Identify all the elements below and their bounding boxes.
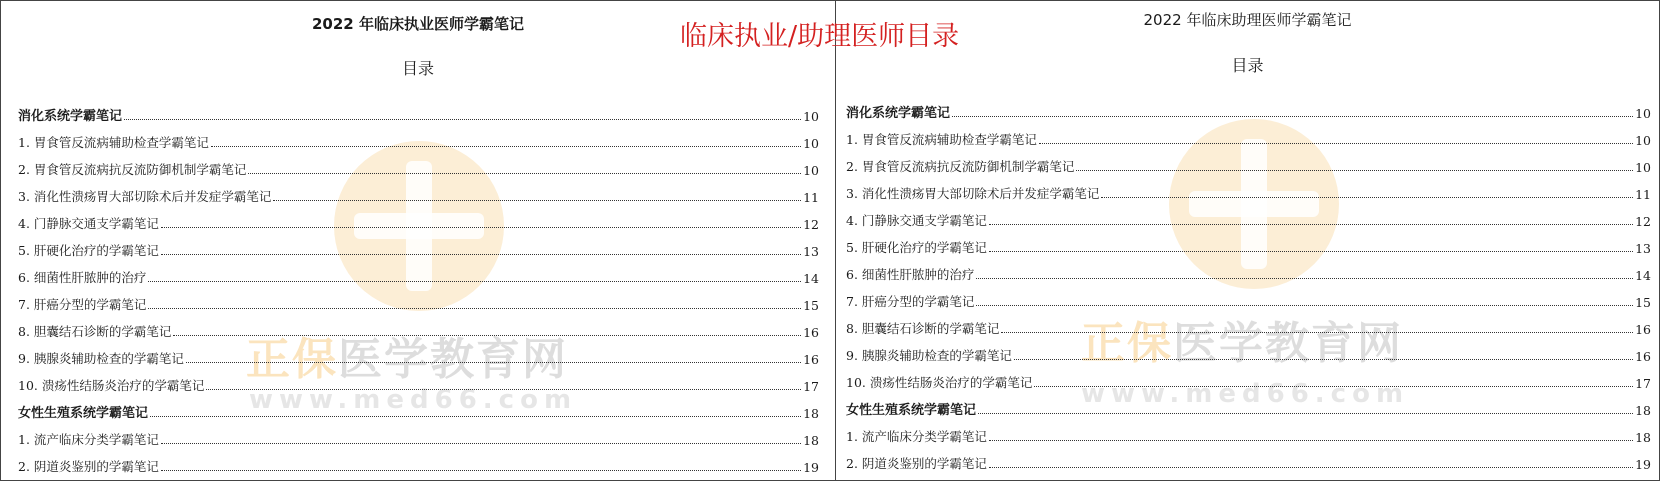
toc-entry-label: 6. 细菌性肝脓肿的治疗 — [846, 267, 975, 282]
toc-entry-label: 女性生殖系统学霸笔记 — [846, 403, 977, 418]
toc-leader-dots — [978, 413, 1633, 414]
toc-entry[interactable] — [846, 148, 1651, 175]
toc-entry[interactable] — [846, 364, 1651, 391]
toc-page-number: 10 — [1635, 133, 1651, 148]
toc-entry-label: 8. 胆囊结石诊断的学霸笔记 — [18, 324, 172, 339]
toc-page-number: 10 — [1635, 160, 1651, 175]
toc-entry-label: 2. 胃食管反流病抗反流防御机制学霸笔记 — [846, 159, 1075, 174]
toc-entry[interactable] — [18, 448, 819, 475]
toc-leader-dots — [148, 308, 801, 309]
toc-page-number: 13 — [803, 244, 819, 259]
toc-entry[interactable] — [846, 121, 1651, 148]
toc-entry[interactable] — [18, 340, 819, 367]
toc-page-number: 12 — [1635, 214, 1651, 229]
toc-page-number: 10 — [1635, 106, 1651, 121]
toc-leader-dots — [161, 227, 801, 228]
toc-entry-label: 女性生殖系统学霸笔记 — [18, 406, 149, 421]
toc-entry-label: 9. 胰腺炎辅助检查的学霸笔记 — [18, 351, 184, 366]
toc-entry-label: 1. 流产临床分类学霸笔记 — [846, 429, 987, 444]
toc-section-entry[interactable] — [846, 391, 1651, 418]
toc-section-entry[interactable] — [846, 94, 1651, 121]
toc-page-number: 16 — [803, 325, 819, 340]
toc-leader-dots — [952, 116, 1633, 117]
toc-page-number: 19 — [803, 460, 819, 475]
toc-page-number: 16 — [1635, 349, 1651, 364]
toc-entry-label: 7. 肝癌分型的学霸笔记 — [18, 297, 147, 312]
toc-entry-label: 7. 肝癌分型的学霸笔记 — [846, 294, 975, 309]
toc-entry-label: 消化系统学霸笔记 — [18, 109, 123, 124]
toc-entry[interactable] — [18, 259, 819, 286]
toc-page-number: 10 — [803, 163, 819, 178]
toc-leader-dots — [1101, 197, 1633, 198]
toc-entry[interactable] — [846, 445, 1651, 472]
toc-page-number: 10 — [803, 136, 819, 151]
watermark-url: www.med66.com — [1081, 379, 1410, 409]
toc-leader-dots — [173, 335, 801, 336]
toc-entry-label: 消化系统学霸笔记 — [846, 106, 951, 121]
toc-entry[interactable] — [846, 283, 1651, 310]
toc-entry-label: 4. 门静脉交通支学霸笔记 — [846, 213, 987, 228]
right-table-of-contents — [846, 94, 1651, 472]
toc-entry-label: 5. 肝硬化治疗的学霸笔记 — [18, 243, 159, 258]
toc-page-number: 18 — [1635, 403, 1651, 418]
toc-page-number: 15 — [803, 298, 819, 313]
toc-leader-dots — [989, 224, 1633, 225]
right-document-page — [835, 0, 1660, 481]
toc-entry-label: 1. 胃食管反流病辅助检查学霸笔记 — [18, 135, 209, 150]
toc-leader-dots — [1034, 386, 1633, 387]
toc-leader-dots — [124, 119, 801, 120]
toc-entry-label: 1. 胃食管反流病辅助检查学霸笔记 — [846, 132, 1037, 147]
toc-leader-dots — [989, 440, 1633, 441]
toc-leader-dots — [989, 467, 1633, 468]
toc-entry[interactable] — [846, 337, 1651, 364]
toc-page-number: 14 — [803, 271, 819, 286]
toc-leader-dots — [186, 362, 801, 363]
toc-leader-dots — [976, 305, 1633, 306]
toc-leader-dots — [206, 389, 801, 390]
toc-page-number: 16 — [803, 352, 819, 367]
toc-entry-label: 3. 消化性溃疡胃大部切除术后并发症学霸笔记 — [18, 189, 272, 204]
toc-page-number: 10 — [803, 109, 819, 124]
toc-entry[interactable] — [18, 205, 819, 232]
toc-entry-label: 9. 胰腺炎辅助检查的学霸笔记 — [846, 348, 1012, 363]
toc-section-entry[interactable] — [18, 394, 819, 421]
left-table-of-contents — [18, 97, 819, 475]
right-toc-heading: 目录 — [1231, 56, 1264, 75]
toc-entry-label: 10. 溃疡性结肠炎治疗的学霸笔记 — [846, 375, 1033, 390]
toc-page-number: 18 — [803, 406, 819, 421]
toc-leader-dots — [1001, 332, 1633, 333]
toc-leader-dots — [1014, 359, 1633, 360]
toc-page-number: 18 — [1635, 430, 1651, 445]
toc-entry-label: 3. 消化性溃疡胃大部切除术后并发症学霸笔记 — [846, 186, 1100, 201]
right-document-title: 2022 年临床助理医师学霸笔记 — [1143, 11, 1352, 29]
toc-leader-dots — [273, 200, 801, 201]
toc-entry-label: 2. 胃食管反流病抗反流防御机制学霸笔记 — [18, 162, 247, 177]
toc-page-number: 11 — [803, 190, 819, 205]
toc-entry[interactable] — [846, 229, 1651, 256]
toc-leader-dots — [148, 281, 801, 282]
toc-entry-label: 10. 溃疡性结肠炎治疗的学霸笔记 — [18, 378, 205, 393]
toc-leader-dots — [161, 470, 801, 471]
toc-entry-label: 5. 肝硬化治疗的学霸笔记 — [846, 240, 987, 255]
watermark-brand: 正保医学教育网 — [246, 334, 568, 385]
toc-entry-label: 6. 细菌性肝脓肿的治疗 — [18, 270, 147, 285]
watermark-url: www.med66.com — [249, 385, 578, 415]
toc-page-number: 17 — [1635, 376, 1651, 391]
toc-page-number: 14 — [1635, 268, 1651, 283]
left-document-title: 2022 年临床执业医师学霸笔记 — [312, 15, 524, 33]
toc-entry-label: 1. 流产临床分类学霸笔记 — [18, 432, 159, 447]
toc-entry[interactable] — [846, 256, 1651, 283]
toc-entry[interactable] — [18, 232, 819, 259]
toc-page-number: 15 — [1635, 295, 1651, 310]
toc-page-number: 18 — [803, 433, 819, 448]
toc-page-number: 19 — [1635, 457, 1651, 472]
toc-entry-label: 2. 阴道炎鉴别的学霸笔记 — [846, 456, 987, 471]
toc-entry[interactable] — [18, 151, 819, 178]
toc-leader-dots — [161, 443, 801, 444]
toc-page-number: 12 — [803, 217, 819, 232]
toc-entry[interactable] — [18, 124, 819, 151]
toc-entry[interactable] — [18, 286, 819, 313]
toc-page-number: 11 — [1635, 187, 1651, 202]
toc-section-entry[interactable] — [18, 97, 819, 124]
toc-entry[interactable] — [18, 367, 819, 394]
toc-leader-dots — [976, 278, 1633, 279]
watermark-brand: 正保医学教育网 — [1081, 318, 1403, 369]
toc-entry-label: 2. 阴道炎鉴别的学霸笔记 — [18, 459, 159, 474]
toc-page-number: 13 — [1635, 241, 1651, 256]
toc-entry[interactable] — [18, 313, 819, 340]
toc-leader-dots — [211, 146, 801, 147]
toc-leader-dots — [150, 416, 801, 417]
left-toc-heading: 目录 — [401, 59, 434, 78]
toc-page-number: 17 — [803, 379, 819, 394]
toc-entry[interactable] — [18, 421, 819, 448]
toc-entry[interactable] — [846, 202, 1651, 229]
toc-leader-dots — [989, 251, 1633, 252]
toc-leader-dots — [248, 173, 801, 174]
toc-leader-dots — [161, 254, 801, 255]
toc-page-number: 16 — [1635, 322, 1651, 337]
toc-leader-dots — [1039, 143, 1633, 144]
toc-leader-dots — [1076, 170, 1633, 171]
toc-entry[interactable] — [846, 310, 1651, 337]
toc-entry-label: 4. 门静脉交通支学霸笔记 — [18, 216, 159, 231]
overlay-title: 临床执业/助理医师目录 — [680, 21, 960, 52]
toc-entry[interactable] — [846, 175, 1651, 202]
toc-entry[interactable] — [18, 178, 819, 205]
toc-entry-label: 8. 胆囊结石诊断的学霸笔记 — [846, 321, 1000, 336]
toc-entry[interactable] — [846, 418, 1651, 445]
